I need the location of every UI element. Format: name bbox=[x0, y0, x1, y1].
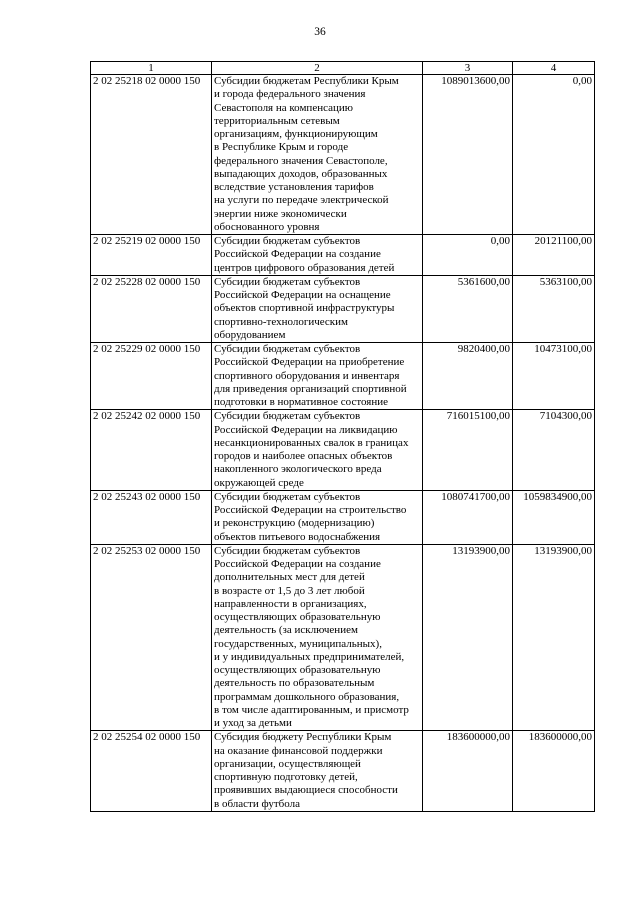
budget-code: 2 02 25254 02 0000 150 bbox=[91, 731, 212, 812]
column-header-4: 4 bbox=[513, 62, 595, 75]
column-header-2: 2 bbox=[212, 62, 423, 75]
page-number: 36 bbox=[314, 26, 326, 38]
row-description: Субсидии бюджетам субъектов Российской Федерации на приобретение спортивного оборудования и инвентаря для приведения организаций спортивной подготовки в нормативное состояние bbox=[212, 343, 423, 410]
amount-col4: 0,00 bbox=[513, 75, 595, 235]
amount-col3: 9820400,00 bbox=[423, 343, 513, 410]
table-row bbox=[91, 544, 595, 731]
amount-col3: 5361600,00 bbox=[423, 275, 513, 342]
amount-col3: 13193900,00 bbox=[423, 544, 513, 731]
row-description: Субсидии бюджетам субъектов Российской Федерации на создание центров цифрового образования детей bbox=[212, 235, 423, 276]
budget-code: 2 02 25228 02 0000 150 bbox=[91, 275, 212, 342]
amount-col4: 1059834900,00 bbox=[513, 490, 595, 544]
column-header-1: 1 bbox=[91, 62, 212, 75]
budget-code: 2 02 25253 02 0000 150 bbox=[91, 544, 212, 731]
amount-col4: 10473100,00 bbox=[513, 343, 595, 410]
row-description: Субсидии бюджетам Республики Крым и города федерального значения Севастополя на компенсацию территориальным сетевым организациям, функционирующим в Республике Крым и городе федерального значения Севастополе, выпадающих доходов, образованных вследствие установления тарифов на услуги по передаче электрической энергии ниже экономически обоснованного уровня bbox=[212, 75, 423, 235]
table-header-row bbox=[91, 62, 595, 75]
amount-col4: 20121100,00 bbox=[513, 235, 595, 276]
table-row bbox=[91, 235, 595, 276]
budget-code: 2 02 25229 02 0000 150 bbox=[91, 343, 212, 410]
table-row bbox=[91, 410, 595, 491]
column-header-3: 3 bbox=[423, 62, 513, 75]
amount-col3: 0,00 bbox=[423, 235, 513, 276]
budget-code: 2 02 25218 02 0000 150 bbox=[91, 75, 212, 235]
amount-col3: 1089013600,00 bbox=[423, 75, 513, 235]
amount-col3: 1080741700,00 bbox=[423, 490, 513, 544]
row-description: Субсидии бюджетам субъектов Российской Федерации на оснащение объектов спортивной инфраструктуры спортивно-технологическим оборудованием bbox=[212, 275, 423, 342]
table-row bbox=[91, 275, 595, 342]
budget-code: 2 02 25219 02 0000 150 bbox=[91, 235, 212, 276]
amount-col4: 183600000,00 bbox=[513, 731, 595, 812]
amount-col4: 13193900,00 bbox=[513, 544, 595, 731]
amount-col4: 7104300,00 bbox=[513, 410, 595, 491]
table-row bbox=[91, 490, 595, 544]
amount-col4: 5363100,00 bbox=[513, 275, 595, 342]
table-row bbox=[91, 343, 595, 410]
amount-col3: 183600000,00 bbox=[423, 731, 513, 812]
budget-code: 2 02 25242 02 0000 150 bbox=[91, 410, 212, 491]
row-description: Субсидии бюджетам субъектов Российской Федерации на строительство и реконструкцию (модернизацию) объектов питьевого водоснабжения bbox=[212, 490, 423, 544]
budget-code: 2 02 25243 02 0000 150 bbox=[91, 490, 212, 544]
amount-col3: 716015100,00 bbox=[423, 410, 513, 491]
row-description: Субсидии бюджетам субъектов Российской Федерации на ликвидацию несанкционированных свалок в границах городов и наиболее опасных объектов накопленного экологического вреда окружающей среде bbox=[212, 410, 423, 491]
table-row bbox=[91, 731, 595, 812]
row-description: Субсидии бюджетам субъектов Российской Федерации на создание дополнительных мест для детей в возрасте от 1,5 до 3 лет любой направленности в организациях, осуществляющих образовательную деятельность (за исключением государственных, муниципальных), и у индивидуальных предпринимателей, осуществляющих образовательную деятельность по образовательным программам дошкольного образования, в том числе адаптированным, и присмотр и уход за детьми bbox=[212, 544, 423, 731]
row-description: Субсидия бюджету Республики Крым на оказание финансовой поддержки организации, осуществляющей спортивную подготовку детей, проявивших выдающиеся способности в области футбола bbox=[212, 731, 423, 812]
table-row bbox=[91, 75, 595, 235]
budget-table bbox=[90, 61, 595, 812]
